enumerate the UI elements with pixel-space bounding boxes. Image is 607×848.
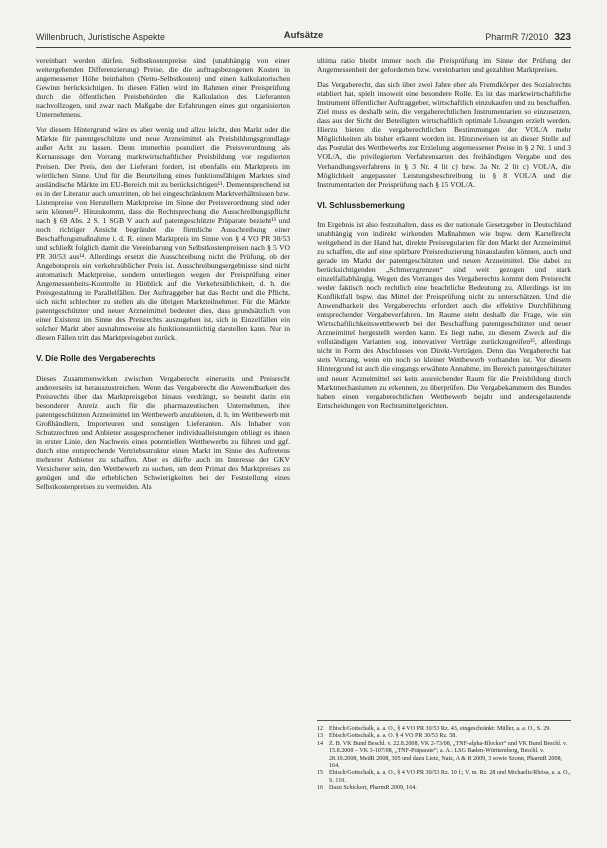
- section-heading-vi: VI. Schlussbemerkung: [317, 200, 405, 210]
- section-heading-v: V. Die Rolle des Vergaberechts: [36, 354, 156, 364]
- footnote-text: Z. B. VK Bund Beschl. v. 22.8.2008, VK 2-73/08, „TNF-alpha-Blocker“ und VK Bund Beschl. v. 15.8.2008 – VK 3-107/08, „TNF-Präparate“; a. A.: LSG Baden-Württemberg, Beschl. v. 28.10.2008, MedR 2008, 305 und dazu Lietz, Natz, A & R 2009, 3 sowie Szonn, PharmR 2008, 164.: [329, 740, 568, 770]
- paragraph: Vor diesem Hintergrund wäre es aber wenig und allzu leicht, den Markt oder die Märkte für patentgeschützte und neue Arzneimittel als Preisbildungsgrundlage außer Acht zu lassen. Denn immerhin postuliert die Preisverordnung als Kernaussage den Vorrang marktwirtschaftlicher Preisbildung vor regulierten Preisen. Der Preis, den der Lieferant fordert, ist ebenfalls ein Marktpreis im wörtlichen Sinne. Und für die Beurteilung eines funktionsfähigen Marktes sind ausländische Märkte im EU-Bereich mit zu berücksichtigen¹¹. Dementsprechend ist es in der Literatur auch umstritten, ob bei eingeschränktem Marktverhältnissen bzw. Listenpreise von Herstellern Marktpreise im Sinne der Preisverordnung sind oder sein können¹². Hinzukommt, dass die Rechtsprechung die Ausschreibungspflicht nach § 69 Abs. 2 S. 1 SGB V auch auf patentgeschützte Präparate bezieht¹³ und noch richtiger Ansicht begründet die förmliche Ausschreibung einer Beschaffungsmaßnahme i. d. R. einen Marktpreis im Sinne von § 4 VO PR 30/53 und schließt folglich damit die Vereinbarung von Selbstkostenpreisen nach § 5 VO PR 30/53 aus¹⁴. Allerdings ersetzt die Ausschreibung nicht die Prüfung, ob der Angebotspreis ein verkehrsüblicher Preis ist. Ausschreibungsergebnisse sind nicht automatisch Marktpreise, sondern unterliegen wegen der Preisprüfung einer Angemessenheits-Kontrolle in Hinblick auf die Verkehrsüblichkeit, d. h. die Preisgestaltung in Parallelfällen. Der Auftraggeber hat das Recht und die Pflicht, sich nicht schlechter zu stellen als die übrigen Marktteilnehmer. Für die Märkte patentgeschützter und neuer Arzneimittel bedeutet dies, dass grundsätzlich von einer Existenz im Sinne des Preisrechts auszugehen ist, sich in Einzelfällen ein solcher Markt aber ausnahmsweise als funktionsuntüchtig darstellen kann. Nur in diesen Fällen tritt das Marktpreisgebot zurück.: [36, 125, 290, 343]
- footnote-number: 14: [317, 740, 324, 747]
- footnote: [317, 733, 571, 740]
- running-header: [36, 30, 571, 46]
- footnote-text: Ebisch/Gottschalk, a. a. O. § 4 VO PR 30/53 Rz. 58.: [329, 733, 457, 740]
- footnote-text: Dazu Schickert, PharmR 2009, 164.: [329, 785, 417, 792]
- paragraph: ultima ratio bleibt immer noch die Preisprüfung im Sinne der Prüfung der Angemessenheit der geforderten bzw. vereinbarten und gezahlten Marktpreises.: [317, 56, 571, 75]
- paragraph: vereinbart werden dürfen. Selbstkostenpreise sind (unabhängig von einer weitergehenden Differenzierung) Preise, die die auftragsbezogenen Kosten in angemessener Höhe beinhalten (Netto-Selbstkosten) und einen kalkulatorischen Gewinn berücksichtigen. In diesen Fällen wird im Rahmen einer Preisprüfung durch die öffentlichen Preisbehörden die Kalkulation des Lieferanten nachvollzogen, und zwar nach Maßgabe der Erfahrungen eines gut organisierten Unternehmens.: [36, 56, 290, 120]
- header-section: Aufsätze: [283, 30, 324, 41]
- paragraph: Dieses Zusammenwirken zwischen Vergaberecht einerseits und Preisrecht andererseits ist herauszustreichen. Wenn das Vergaberecht die Anwendbarkeit des Preisrechts über das Marktpreisgebot hinaus verdrängt, so besteht darin ein besonderer Anreiz auch für die pharmazeutischen Unternehmen, ihre patentgeschützten Arzneimittel im Wettbewerb anzubieten, d. h. im Wettbewerb mit Großhändlern, Importeuren und sonstigen Lieferanten. Als Inhaber von Schutzrechten und Anbieter ausgesprochener individualleistungen obliegt es ihnen in erster Linie, den Nachweis eines potentiellen Wettbewerbs zu führen und ggf. durch eine entsprechende Vertriebsstruktur einen Markt im Sinne des Auftretens mehrerer Anbieter zu schaffen. Aber es dürfte auch im Interesse der GKV Versicherer sein, den Wettbewerb zu suchen, um dem Primat des Marktpreises zu genügen und die erheblichen Schwierigkeiten bei der Feststellung eines Selbstkostenpreises zu vermeiden. Als: [36, 373, 290, 492]
- paragraph: Im Ergebnis ist also festzuhalten, dass es der nationale Gesetzgeber in Deutschland unabhängig von indirekt wirkenden Maßnahmen wie bspw. dem Kartellrecht weitgehend in der Hand hat, direkte Preisregularien für den Markt der Arzneimittel zu schaffen, die auf eine spürbare Preisreduzierung hinauslaufen können, auch und gerade im Markt der patentgeschützten und neuen Arzneimittel. Die dabei zu berücksichtigenden „Schmerzgrenzen“ sind weit gezogen und stark einzelfallabhängig. Wegen des Vorranges des Vergaberechts kommt dem Preisrecht weder faktisch noch rechtlich eine beachtliche Bedeutung zu. Allerdings ist im Konfliktfall bspw. das Mittel der Preisprüfung nicht zu unterschätzen. Und die Anwendbarkeit des Vergaberechts erfordert auch die effektive Durchführung entsprechender Vergabeverfahren. Im Raume steht deshalb die Frage, wie ein Wirtschaftlichkeitswettbewerb bei der Beschaffung patentgeschützter und neuer Arzneimittel hergestellt werden kann. Es liegt nahe, zu diesem Zweck auf die vollständigen Varianten sog. innovativer Verträge zurückzugreifen¹⁵, allerdings nicht in Form des Abschlusses von Direkt-Verträgen. Denn das Vergaberecht hat stets Vorrang, wenn ein noch so kleiner Wettbewerb vorhanden ist. Vor diesem Hintergrund ist auch die eingangs erwähnte Annahme, im Bereich patentgeschützter und neuer Arzneimittel sei kein ausreichender Raum für die Preisbildung durch Marktmechanismen zu erkennen, zu überprüfen. Die Vergabekammern des Bundes haben einen vergaberechtlichen Wettbewerb bejaht und andersgelautende Entscheidungen von Rechtsmittelgerichten.: [317, 219, 571, 410]
- header-journal-page: [485, 32, 571, 43]
- footnote: [317, 726, 571, 733]
- footnote-number: 12: [317, 726, 324, 732]
- footnote-number: 13: [317, 733, 324, 740]
- footnote: [317, 770, 571, 785]
- footnote-number: 15: [317, 770, 324, 777]
- header-author-title: Willenbruch, Juristische Aspekte: [36, 32, 166, 42]
- footnote-number: 16: [317, 785, 324, 792]
- footnotes: [317, 720, 571, 793]
- page-number: 323: [554, 32, 571, 43]
- header-rule: [36, 47, 571, 48]
- footnote-text: Ebisch/Gottschalk, a. a. O., § 4 VO PR 30/53 Rz. 43, eingeschränkt: Müller, a. a. O., S. 29.: [329, 726, 551, 732]
- footnote: [317, 785, 571, 792]
- footnote: [317, 741, 571, 771]
- header-journal: PharmR 7/2010: [485, 32, 549, 42]
- paragraph: Das Vergaberecht, das sich über zwei Jahre eher als Fremdkörper des Sozialrechts etabliert hat, spielt insoweit eine besondere Rolle. Es ist das marktwirtschaftliche Instrument öffentlicher Auftraggeber, wirtschaftlich einzukaufen und zu beschaffen. Ziel muss es deshalb sein, die vergaberechtlichen Instrumentarien so einzusetzen, dass aus der Sicht der Beteiligten wirtschaftlich optimale Lösungen erzielt werden. Hierzu bieten die vergaberechtlichen Bestimmungen der VOL/A mehr Möglichkeiten als bisher erkannt worden ist. Hinzuweisen ist an dieser Stelle auf das Postulat des Wettbewerbs zur Erzielung angemessener Preise in § 2 Nr. 1 und 3 VOL/A, die privilegierten Verfahrensarten des freihändigen Vergabe und des Verhandlungsverfahrens in § 3 Nr. 4 lit c) bzw. 3a Nr. 2 lit c) VOL/A, die Möglichkeit angepasster Leistungsbeschreibung in § 8 VOL/A und die Instrumentarien der Preisprüfung nach § 15 VOL/A.: [317, 80, 571, 189]
- footnote-text: Ebisch/Gottschalk, a. a. O., § 4 VO PR 30/53 Rz. 10 f.; V. m. Rz. 28 und Michaelis/Rhösa, a. a. O., S. 119.: [329, 770, 571, 784]
- right-column: [317, 56, 571, 416]
- left-column: [36, 56, 290, 497]
